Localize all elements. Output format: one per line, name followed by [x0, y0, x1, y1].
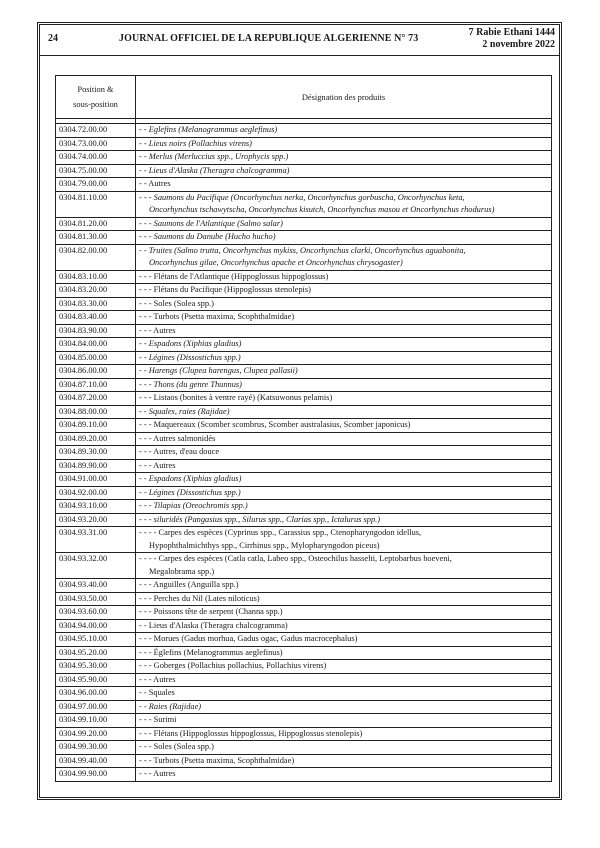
designation-line: - - - Anguilles (Anguilla spp.): [139, 580, 239, 589]
position-code: 0304.95.90.00: [56, 673, 136, 687]
designation-line: - - - Listaos (bonites à ventre rayé) (Katsuwonus pelamis): [139, 393, 333, 402]
position-code: 0304.73.00.00: [56, 137, 136, 151]
product-designation: [136, 392, 552, 406]
designation-line: - - Raies (Rajidae): [139, 701, 202, 711]
position-code: 0304.85.00.00: [56, 351, 136, 365]
designation-line: - - - Goberges (Pollachius pollachius, Pollachius virens): [139, 661, 327, 670]
column-header-position-line2: sous-position: [73, 100, 118, 109]
column-header-position: [56, 76, 136, 119]
product-designation: [136, 432, 552, 446]
product-designation: [136, 338, 552, 352]
table-row: [56, 338, 552, 352]
product-designation: [136, 486, 552, 500]
table-row: [56, 284, 552, 298]
position-code: 0304.93.50.00: [56, 592, 136, 606]
table-row: [56, 432, 552, 446]
designation-line: - - - Flétans (Hippoglossus hippoglossus, Hippoglossus stenolepis): [139, 728, 363, 738]
designation-line-continued: Megalobrama spp.): [149, 566, 215, 576]
position-code: 0304.94.00.00: [56, 619, 136, 633]
column-header-designation: Désignation des produits: [136, 76, 552, 119]
product-designation: [136, 727, 552, 741]
products-table: [55, 75, 552, 782]
table-row: [56, 741, 552, 755]
designation-line: - - - Autres: [139, 325, 176, 335]
table-row: [56, 714, 552, 728]
position-code: 0304.93.20.00: [56, 513, 136, 527]
journal-title: JOURNAL OFFICIEL DE LA REPUBLIQUE ALGERIENNE N° 73: [119, 33, 419, 44]
position-code: 0304.93.31.00: [56, 527, 136, 553]
product-designation: [136, 164, 552, 178]
designation-line: - - - Soles (Solea spp.): [139, 742, 214, 751]
designation-line: - - Squales, raies (Rajidae): [139, 406, 230, 416]
page-number: 24: [48, 33, 58, 44]
product-designation: [136, 633, 552, 647]
position-code: 0304.99.90.00: [56, 768, 136, 782]
position-code: 0304.99.40.00: [56, 754, 136, 768]
table-row: [56, 673, 552, 687]
product-designation: [136, 606, 552, 620]
issue-date: [469, 27, 555, 50]
product-designation: [136, 527, 552, 553]
designation-line: - - - - Carpes des espèces (Catla catla, Labeo spp., Osteochilus hasselti, Leptobarbus hoeveni,: [139, 554, 452, 563]
position-code: 0304.87.20.00: [56, 392, 136, 406]
product-designation: [136, 178, 552, 192]
position-code: 0304.88.00.00: [56, 405, 136, 419]
table-row: [56, 553, 552, 579]
position-code: 0304.86.00.00: [56, 365, 136, 379]
table-row: [56, 244, 552, 270]
table-row: [56, 137, 552, 151]
position-code: 0304.74.00.00: [56, 151, 136, 165]
table-row: [56, 486, 552, 500]
product-designation: [136, 660, 552, 674]
table-row: [56, 754, 552, 768]
product-designation: [136, 311, 552, 325]
page-header: [39, 24, 560, 56]
designation-line: - - - Turbots (Psetta maxima, Scophthalmidae): [139, 755, 295, 765]
table-row: [56, 606, 552, 620]
table-row: [56, 419, 552, 433]
product-designation: [136, 687, 552, 701]
position-code: 0304.82.00.00: [56, 244, 136, 270]
position-code: 0304.92.00.00: [56, 486, 136, 500]
product-designation: [136, 151, 552, 165]
table-row: [56, 527, 552, 553]
position-code: 0304.83.40.00: [56, 311, 136, 325]
product-designation: [136, 378, 552, 392]
position-code: 0304.97.00.00: [56, 700, 136, 714]
product-designation: [136, 446, 552, 460]
position-code: 0304.95.30.00: [56, 660, 136, 674]
designation-line: - - Lieus d'Alaska (Theragra chalcogramma): [139, 620, 288, 630]
position-code: 0304.93.10.00: [56, 500, 136, 514]
table-row: [56, 727, 552, 741]
table-row: [56, 392, 552, 406]
date-hijri: 7 Rabie Ethani 1444: [468, 27, 555, 38]
table-row: [56, 473, 552, 487]
designation-line: - - Légines (Dissostichus spp.): [139, 487, 241, 497]
designation-line: - - - Saumons du Pacifique (Oncorhynchus nerka, Oncorhynchus gorbuscha, Oncorhynchus keta,: [139, 192, 465, 202]
table-row: [56, 646, 552, 660]
table-row: [56, 324, 552, 338]
product-designation: [136, 405, 552, 419]
product-designation: [136, 741, 552, 755]
designation-line: - - - Autres, d'eau douce: [139, 447, 220, 456]
position-code: 0304.81.20.00: [56, 217, 136, 231]
product-designation: [136, 619, 552, 633]
table-row: [56, 459, 552, 473]
product-designation: [136, 137, 552, 151]
table-row: [56, 513, 552, 527]
position-code: 0304.84.00.00: [56, 338, 136, 352]
designation-line: - - Espadons (Xiphias gladius): [139, 339, 242, 348]
position-code: 0304.89.10.00: [56, 419, 136, 433]
product-designation: [136, 592, 552, 606]
designation-line-continued: Oncorhynchus gilae, Oncorhynchus apache et Oncorhynchus chrysogaster): [149, 258, 403, 267]
designation-line: - - - Poissons tête de serpent (Channa spp.): [139, 607, 283, 616]
product-designation: [136, 124, 552, 138]
position-code: 0304.96.00.00: [56, 687, 136, 701]
designation-line: - - - siluridés (Pangasius spp., Silurus spp., Clarias spp., Ictalurus spp.): [139, 514, 381, 524]
designation-line: - - - Autres: [139, 674, 176, 684]
designation-line: - - - Flétans de l'Atlantique (Hippoglossus hippoglossus): [139, 271, 329, 281]
designation-line: - - - Églefins (Melanogrammus aeglefinus): [139, 647, 283, 657]
position-code: 0304.89.30.00: [56, 446, 136, 460]
table-row: [56, 164, 552, 178]
table-row: [56, 311, 552, 325]
table-row: [56, 378, 552, 392]
table-row: [56, 191, 552, 217]
date-gregorian: 2 novembre 2022: [482, 38, 555, 50]
table-row: [56, 178, 552, 192]
position-code: 0304.81.30.00: [56, 231, 136, 245]
table-row: [56, 446, 552, 460]
table-row: [56, 500, 552, 514]
designation-line: - - Lieus d'Alaska (Theragra chalcogramma): [139, 165, 290, 175]
product-designation: [136, 646, 552, 660]
product-designation: [136, 579, 552, 593]
product-designation: [136, 351, 552, 365]
position-code: 0304.89.90.00: [56, 459, 136, 473]
position-code: 0304.99.10.00: [56, 714, 136, 728]
designation-line: - - Eglefins (Melanogrammus aeglefinus): [139, 125, 278, 134]
product-designation: [136, 324, 552, 338]
position-code: 0304.81.10.00: [56, 191, 136, 217]
product-designation: [136, 459, 552, 473]
table-header-row: [56, 76, 552, 119]
table-row: [56, 660, 552, 674]
table-row: [56, 619, 552, 633]
product-designation: [136, 365, 552, 379]
table-row: [56, 365, 552, 379]
designation-line: - - - Saumons de l'Atlantique (Salmo salar): [139, 218, 283, 228]
product-designation: [136, 553, 552, 579]
designation-line: - - Truites (Salmo trutta, Oncorhynchus mykiss, Oncorhynchus clarki, Oncorhynchus aguabonita,: [139, 245, 466, 255]
position-code: 0304.72.00.00: [56, 124, 136, 138]
position-code: 0304.91.00.00: [56, 473, 136, 487]
table-body: [56, 119, 552, 782]
position-code: 0304.83.90.00: [56, 324, 136, 338]
designation-line: - - - Perches du Nil (Lates niloticus): [139, 593, 260, 603]
position-code: 0304.83.30.00: [56, 297, 136, 311]
table-row: [56, 405, 552, 419]
designation-line: - - Lieus noirs (Pollachius virens): [139, 138, 252, 148]
table-row: [56, 687, 552, 701]
product-designation: [136, 284, 552, 298]
position-code: 0304.79.00.00: [56, 178, 136, 192]
designation-line: - - - Thons (du genre Thunnus): [139, 379, 242, 389]
designation-line: - - - Autres: [139, 460, 176, 470]
position-code: 0304.83.20.00: [56, 284, 136, 298]
designation-line: - - Harengs (Clupea harengus, Clupea pallasii): [139, 366, 298, 375]
table-row: [56, 579, 552, 593]
designation-line: - - Autres: [139, 179, 171, 188]
position-code: 0304.75.00.00: [56, 164, 136, 178]
designation-line: - - - Tilapias (Oreochromis spp.): [139, 501, 248, 510]
product-designation: [136, 700, 552, 714]
product-designation: [136, 231, 552, 245]
product-designation: [136, 513, 552, 527]
position-code: 0304.95.10.00: [56, 633, 136, 647]
product-designation: [136, 217, 552, 231]
table-row: [56, 633, 552, 647]
position-code: 0304.87.10.00: [56, 378, 136, 392]
position-code: 0304.95.20.00: [56, 646, 136, 660]
designation-line: - - - - Carpes des espèces (Cyprinus spp., Carassius spp., Ctenopharyngodon idellus,: [139, 528, 422, 537]
table-row: [56, 270, 552, 284]
designation-line: - - - Surimi: [139, 715, 177, 724]
position-code: 0304.93.60.00: [56, 606, 136, 620]
designation-line: - - Espadons (Xiphias gladius): [139, 474, 242, 483]
designation-line: - - - Flétans du Pacifique (Hippoglossus stenolepis): [139, 285, 311, 294]
table-row: [56, 297, 552, 311]
product-designation: [136, 270, 552, 284]
position-code: 0304.99.20.00: [56, 727, 136, 741]
product-designation: [136, 500, 552, 514]
product-designation: [136, 473, 552, 487]
position-code: 0304.93.32.00: [56, 553, 136, 579]
product-designation: [136, 754, 552, 768]
table-row: [56, 768, 552, 782]
position-code: 0304.83.10.00: [56, 270, 136, 284]
product-designation: [136, 244, 552, 270]
designation-line: - - - Turbots (Psetta maxima, Scophthalmidae): [139, 312, 295, 321]
designation-line: - - - Morues (Gadus morhua, Gadus ogac, Gadus macrocephalus): [139, 634, 358, 643]
designation-line-continued: Oncorhynchus tschawytscha, Oncorhynchus kisutch, Oncorhynchus masou et Oncorhynchus rhodurus): [149, 205, 495, 214]
designation-line: - - Squales: [139, 688, 175, 697]
designation-line: - - - Autres: [139, 769, 176, 778]
table-row: [56, 700, 552, 714]
table-row: [56, 231, 552, 245]
product-designation: [136, 191, 552, 217]
product-designation: [136, 768, 552, 782]
product-designation: [136, 714, 552, 728]
position-code: 0304.93.40.00: [56, 579, 136, 593]
table-row: [56, 592, 552, 606]
column-header-position-line1: Position &: [77, 85, 114, 94]
designation-line: - - Merlus (Merluccius spp., Urophycis spp.): [139, 152, 289, 161]
table-row: [56, 151, 552, 165]
position-code: 0304.99.30.00: [56, 741, 136, 755]
designation-line-continued: Hypophthalmichthys spp., Cirrhinus spp., Mylopharyngodon piceus): [149, 540, 380, 550]
designation-line: - - - Maquereaux (Scomber scombrus, Scomber australasius, Scomber japonicus): [139, 420, 411, 429]
designation-line: - - - Soles (Solea spp.): [139, 298, 214, 308]
product-designation: [136, 673, 552, 687]
position-code: 0304.89.20.00: [56, 432, 136, 446]
designation-line: - - - Autres salmonidés: [139, 433, 216, 443]
product-designation: [136, 297, 552, 311]
designation-line: - - Légines (Dissostichus spp.): [139, 352, 241, 362]
table-row: [56, 124, 552, 138]
designation-line: - - - Saumons du Danube (Hucho hucho): [139, 232, 276, 241]
table-row: [56, 217, 552, 231]
table-row: [56, 351, 552, 365]
product-designation: [136, 419, 552, 433]
